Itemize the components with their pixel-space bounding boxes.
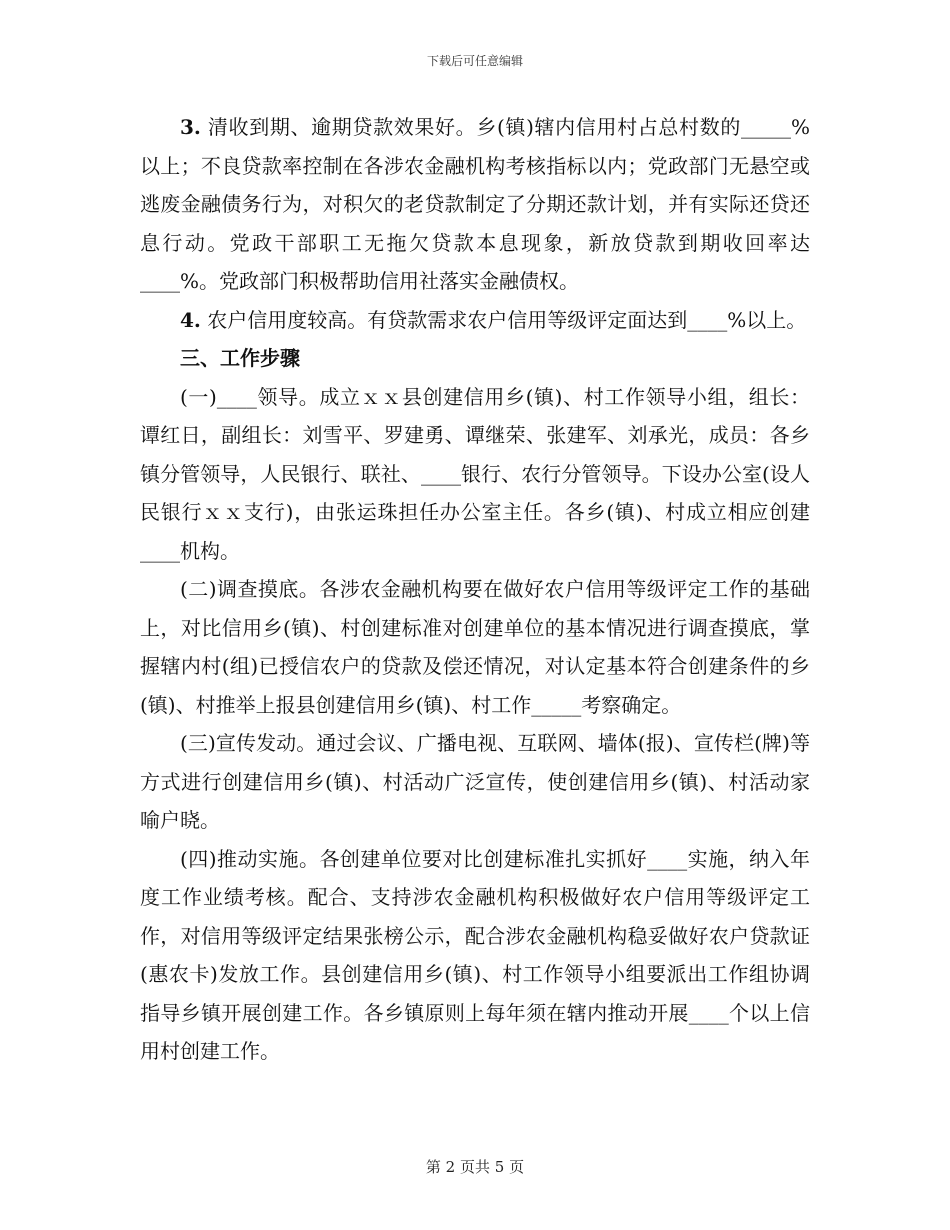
step-publicity: (三)宣传发动。通过会议、广播电视、互联网、墙体(报)、宣传栏(牌)等方式进行创建信用乡(镇)、村活动广泛宣传，使创建信用乡(镇)、村活动家喻户晓。 (140, 731, 810, 832)
paragraph-clearance (140, 108, 810, 301)
document-body (140, 108, 810, 1071)
page-footer: 第 2 页共 5 页 (425, 1158, 525, 1176)
paragraph-text: 清收到期、逾期贷款效果好。乡(镇)辖内信用村占总村数的_____%以上；不良贷款率控制在各涉农金融机构考核指标以内；党政部门无悬空或逃废金融债务行为，对积欠的老贷款制定了分期还款计划，并有实际还贷还息行动。党政干部职工无拖欠贷款本息现象，新放贷款到期收回率达____%。党政部门积极帮助信用社落实金融债权。 (140, 115, 810, 293)
paragraph-credit-rating (140, 301, 810, 340)
page-header: 下载后可任意编辑 (426, 54, 523, 68)
item-number: 3. (180, 115, 201, 139)
step-implementation: (四)推动实施。各创建单位要对比创建标准扎实抓好____实施，纳入年度工作业绩考核。配合、支持涉农金融机构积极做好农户信用等级评定工作，对信用等级评定结果张榜公示，配合涉农金融机构稳妥做好农户贷款证(惠农卡)发放工作。县创建信用乡(镇)、村工作领导小组要派出工作组协调指导乡镇开展创建工作。各乡镇原则上每年须在辖内推动开展____个以上信用村创建工作。 (140, 846, 810, 1063)
step-leadership: (一)____领导。成立ｘｘ县创建信用乡(镇)、村工作领导小组，组长：谭红日，副组长：刘雪平、罗建勇、谭继荣、张建军、刘承光，成员：各乡镇分管领导，人民银行、联社、____银行、农行分管领导。下设办公室(设人民银行ｘｘ支行)，由张运珠担任办公室主任。各乡(镇)、村成立相应创建____机构。 (140, 384, 810, 563)
section-heading: 三、工作步骤 (180, 346, 300, 370)
step-survey: (二)调查摸底。各涉农金融机构要在做好农户信用等级评定工作的基础上，对比信用乡(镇)、村创建标准对创建单位的基本情况进行调查摸底，掌握辖内村(组)已授信农户的贷款及偿还情况，对认定基本符合创建条件的乡(镇)、村推举上报县创建信用乡(镇)、村工作_____考察确定。 (140, 577, 810, 717)
paragraph-text: 农户信用度较高。有贷款需求农户信用等级评定面达到____%以上。 (200, 307, 807, 332)
item-number: 4. (180, 307, 201, 332)
